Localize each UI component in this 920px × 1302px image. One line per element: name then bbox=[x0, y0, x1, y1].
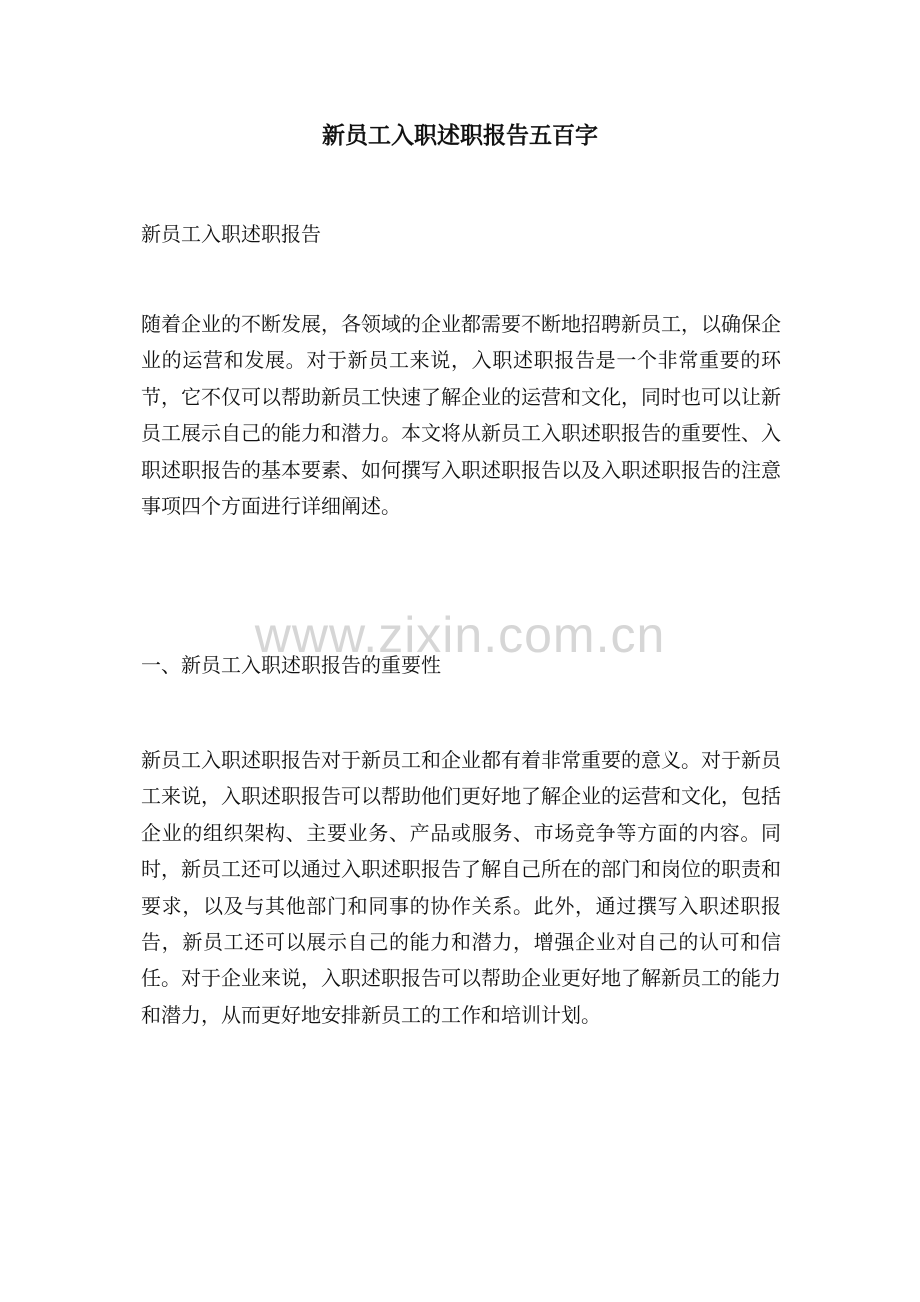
document-title: 新员工入职述职报告五百字 bbox=[322, 122, 598, 149]
watermark: www.zixin.com.cn bbox=[254, 607, 666, 663]
section-heading: 一、新员工入职述职报告的重要性 bbox=[141, 653, 441, 677]
intro-paragraph: 随着企业的不断发展，各领域的企业都需要不断地招聘新员工，以确保企业的运营和发展。对于新员工来说，入职述职报告是一个非常重要的环节，它不仅可以帮助新员工快速了解企业的运营和文化，同时也可以让新员工展示自己的能力和潜力。本文将从新员工入职述职报告的重要性、入职述职报告的基本要素、如何撰写入职述职报告以及入职述职报告的注意事项四个方面进行详细阐述。 bbox=[141, 312, 781, 519]
document-subtitle: 新员工入职述职报告 bbox=[141, 222, 321, 246]
section-paragraph: 新员工入职述职报告对于新员工和企业都有着非常重要的意义。对于新员工来说，入职述职报告可以帮助他们更好地了解企业的运营和文化，包括企业的组织架构、主要业务、产品或服务、市场竞争等方面的内容。同时，新员工还可以通过入职述职报告了解自己所在的部门和岗位的职责和要求，以及与其他部门和同事的协作关系。此外，通过撰写入职述职报告，新员工还可以展示自己的能力和潜力，增强企业对自己的认可和信任。对于企业来说，入职述职报告可以帮助企业更好地了解新员工的能力和潜力，从而更好地安排新员工的工作和培训计划。 bbox=[141, 748, 781, 1027]
